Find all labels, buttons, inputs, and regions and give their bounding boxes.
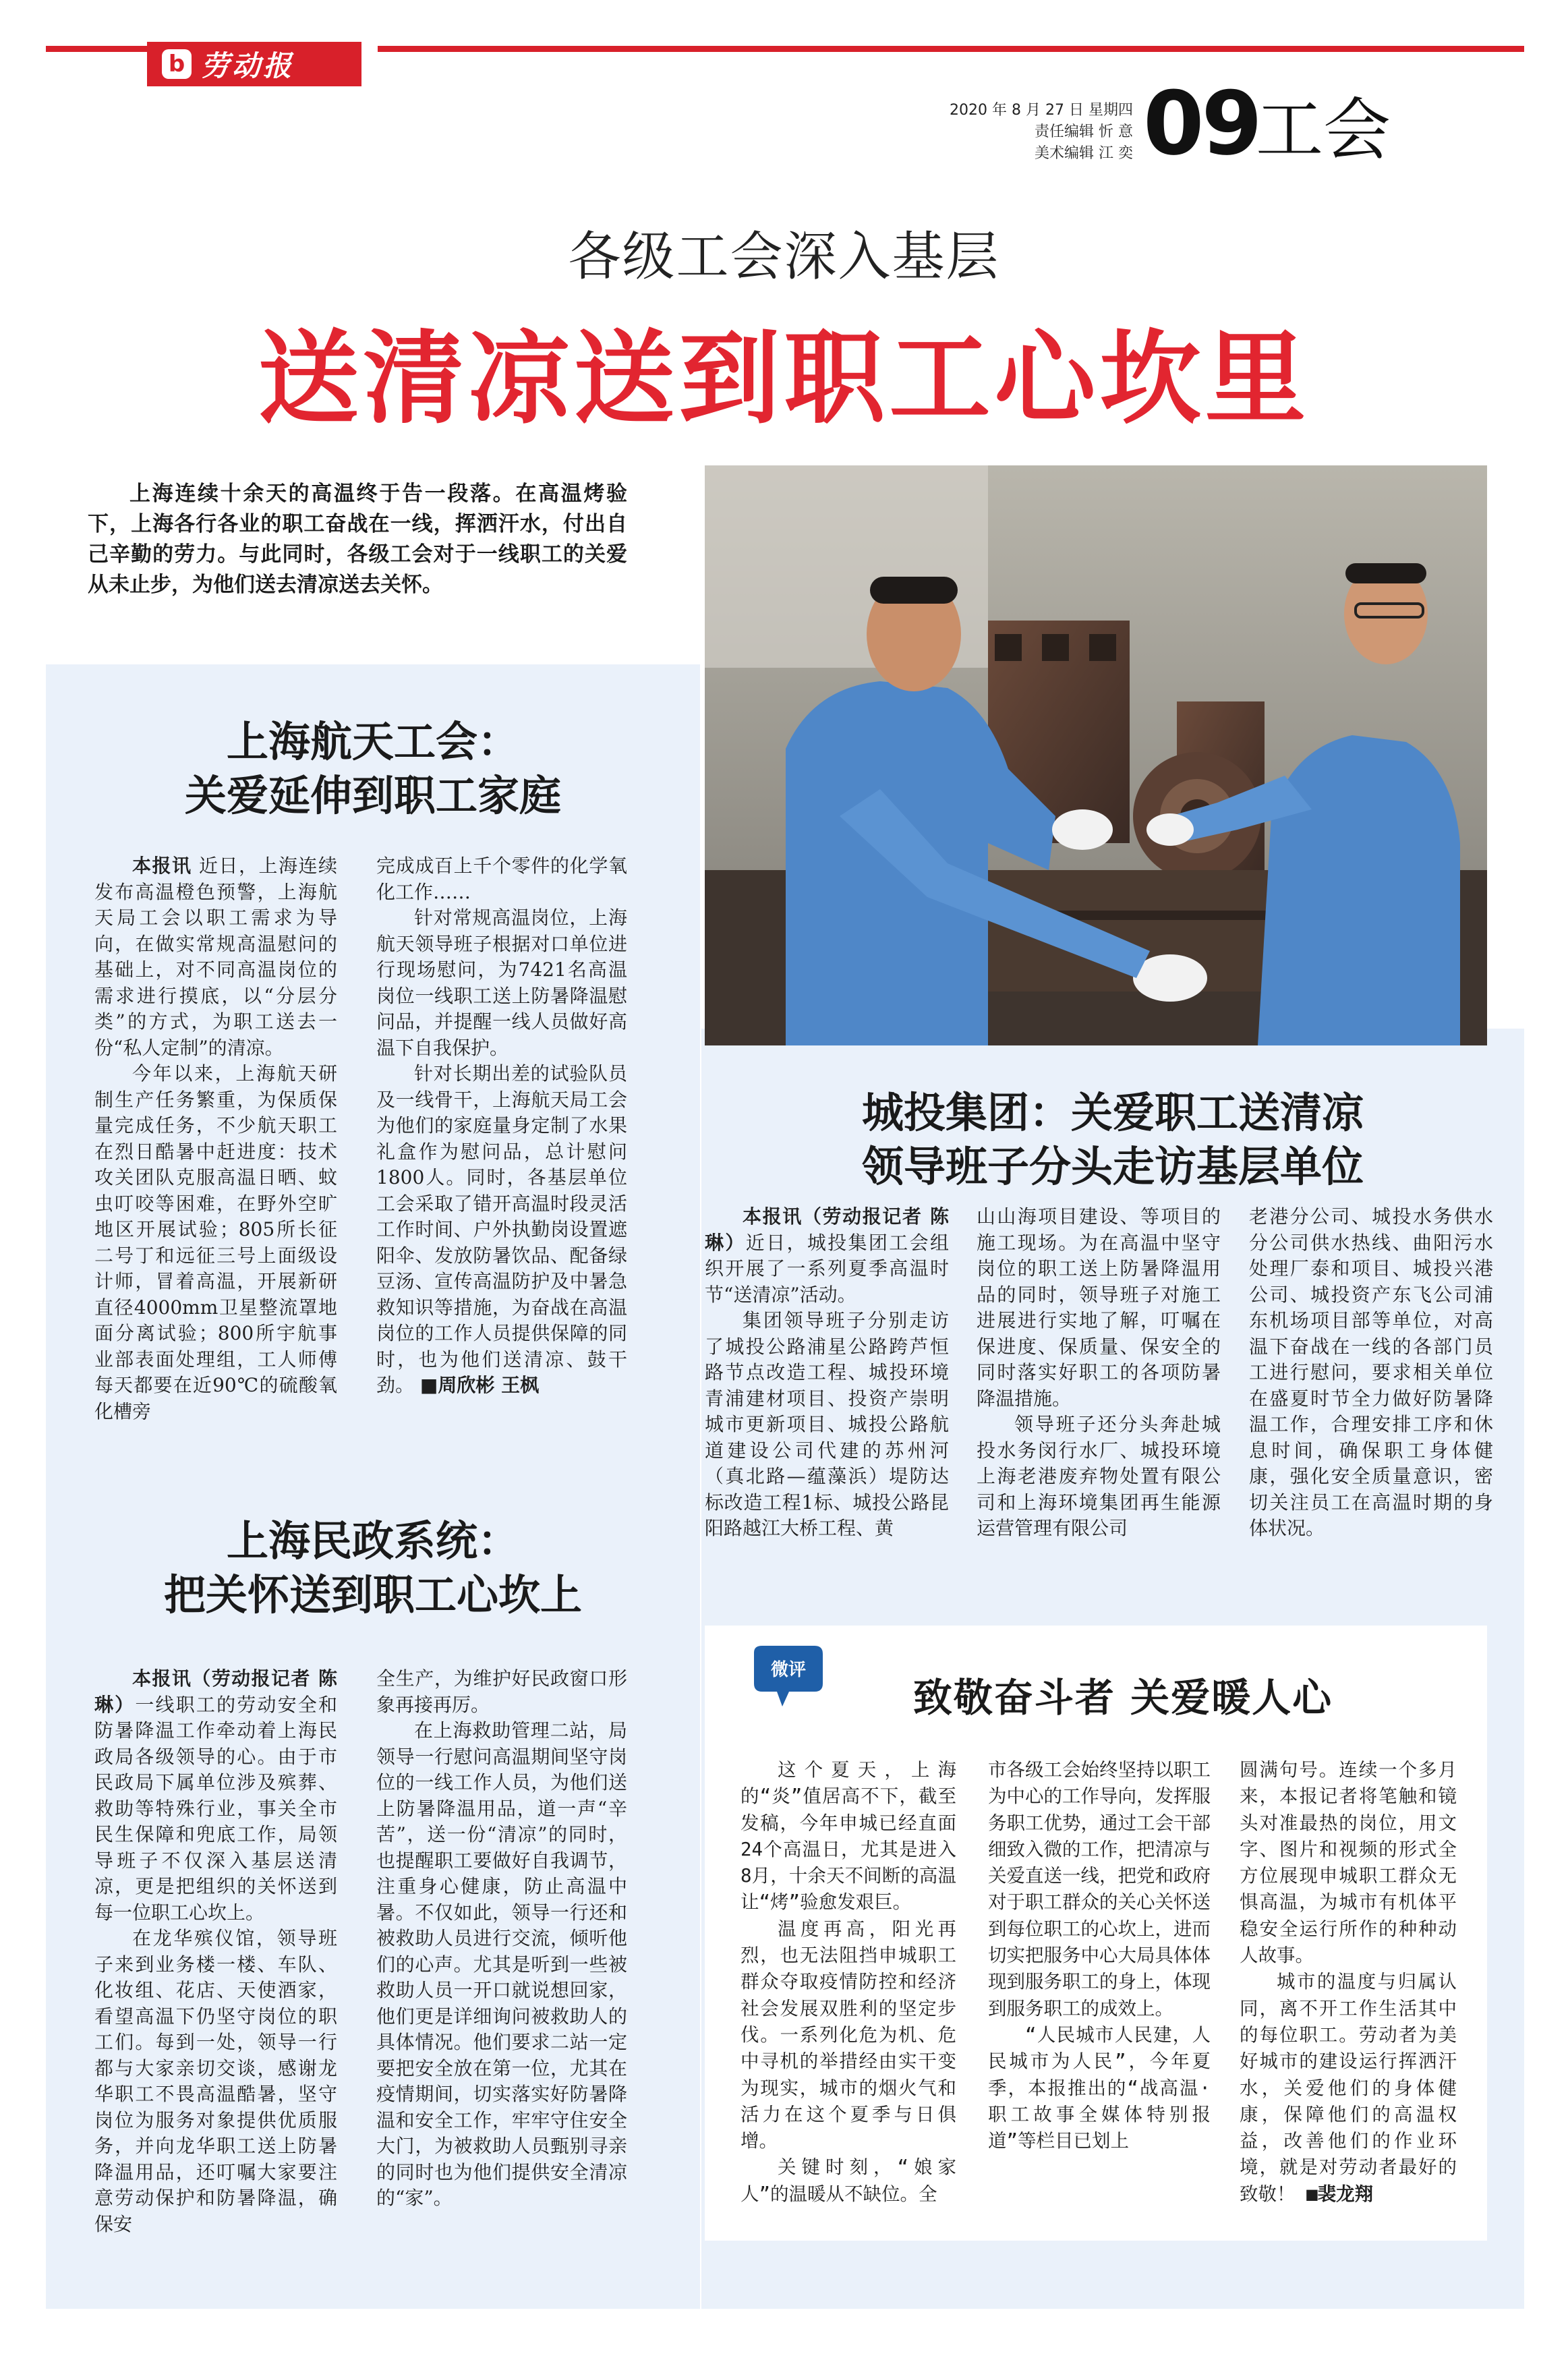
news-photo: [705, 465, 1487, 1045]
aerospace-title-line2: 关爱延伸到职工家庭: [184, 771, 561, 820]
chengtou-paragraph: 山山海项目建设、等项目的施工现场。为在高温中坚守岗位的职工送上防暑降温用品的同时，领导班子对施工进展进行实地了解，叮嘱在保进度、保质量、保安全的同时落实好职工的各项防暑降温措施。: [977, 1205, 1221, 1410]
commentary-title: 致敬奋斗者 关爱暖人心: [912, 1675, 1333, 1721]
commentary-column-2: [988, 1757, 1211, 2154]
aerospace-paragraph: 本报讯 近日，上海连续发布高温橙色预警，上海航天局工会以职工需求为导向，在做实常规高温慰问的基础上，对不同高温岗位的需求进行摸底，以“分层分类”的方式，为职工送去一份“私人定制”的清凉。: [94, 855, 337, 1059]
aerospace-paragraph: 今年以来，上海航天研制生产任务繁重，为保质保量完成任务，不少航天职工在烈日酷暑中赶进度：技术攻关团队克服高温日晒、蚊虫叮咬等困难，在野外空旷地区开展试验；805所长征二号丁和远征三号上面级设计师，冒着高温，开展新研直径4000mm卫星整流罩地面分离试验；800所宇航事业部表面处理组，工人师傅每天都要在近90℃的硫酸氧化槽旁: [94, 1062, 337, 1423]
commentary-paragraph: 圆满句号。连续一个多月来，本报记者将笔触和镜头对准最热的岗位，用文字、图片和视频的形式全方位展现申城职工群众无惧高温，为城市有机体平稳安全运行所作的种种动人故事。: [1240, 1759, 1457, 1967]
aerospace-column-2: [376, 853, 627, 1399]
commentary-signature: ■裴龙翔: [1306, 2183, 1374, 2205]
civil-affairs-article-title: [46, 1514, 700, 1622]
civil-title-line2: 把关怀送到职工心坎上: [163, 1570, 582, 1619]
commentary-column-3: [1240, 1757, 1457, 2208]
main-headline: 送清凉送到职工心坎里: [258, 319, 1310, 438]
art-editor: 美术编辑 江 奕: [1035, 145, 1133, 162]
chengtou-article-title: [701, 1086, 1524, 1194]
newspaper-name: 劳动报: [201, 49, 295, 82]
page-number: 09: [1143, 72, 1260, 175]
issue-date: 2020 年 8 月 27 日 星期四: [950, 102, 1133, 119]
dateline: 本报讯（劳动报记者 陈琳）: [705, 1205, 949, 1254]
commentary-paragraph: 关键时刻，“娘家人”的温暖从不缺位。全: [741, 2156, 956, 2205]
commentary-badge-label: 微评: [770, 1660, 807, 1680]
speech-bubble-icon: [747, 1644, 827, 1709]
responsible-editor: 责任编辑 忻 意: [1035, 123, 1133, 140]
chengtou-paragraph: 集团领导班子分别走访了城投公路浦星公路跨芦恒路节点改造工程、城投环境青浦建材项目、投资产崇明城市更新项目、城投公路航道建设公司代建的苏州河（真北路—蕴藻浜）堤防达标改造工程1标、城投公路昆阳路越江大桥工程、黄: [705, 1309, 949, 1539]
chengtou-title-line1: 城投集团：关爱职工送清凉: [861, 1088, 1364, 1137]
masthead-logo: [147, 42, 361, 86]
commentary-paragraph: “人民城市人民建，人民城市为人民”，今年夏季，本报推出的“战高温·职工故事全媒体特别报道”等栏目已划上: [988, 2023, 1211, 2152]
civil-affairs-column-1: [94, 1666, 337, 2237]
dateline: 本报讯: [132, 855, 192, 877]
commentary-paragraph: 城市的温度与归属认同，离不开工作生活其中的每位职工。劳动者为美好城市的建设运行挥洒汗水，关爱他们的身体健康，保障他们的高温权益，改善他们的作业环境，就是对劳动者最好的致敬！ ■裴龙翔: [1240, 1971, 1457, 2205]
civil-paragraph: 在龙华殡仪馆，领导班子来到业务楼一楼、车队、化妆组、花店、天使酒家，看望高温下仍坚守岗位的职工们。每到一处，领导一行都与大家亲切交谈，感谢龙华职工不畏高温酷暑，坚守岗位为服务对象提供优质服务，并向龙华职工送上防暑降温用品，还叮嘱大家要注意劳动保护和防暑降温，确保安: [94, 1927, 337, 2235]
top-rule-left: [46, 46, 147, 52]
chengtou-title-line2: 领导班子分头走访基层单位: [861, 1142, 1364, 1191]
civil-paragraph: 本报讯（劳动报记者 陈琳）一线职工的劳动安全和防暑降温工作牵动着上海民政局各级领导的心。由于市民政局下属单位涉及殡葬、救助等特殊行业，事关全市民生保障和兜底工作，局领导班子不仅深入基层送清凉，更是把组织的关怀送到每一位职工心坎上。: [94, 1667, 337, 1924]
civil-paragraph: 全生产，为维护好民政窗口形象再接再厉。: [376, 1667, 627, 1716]
commentary-badge: [747, 1644, 827, 1709]
aerospace-paragraph: 针对长期出差的试验队员及一线骨干，上海航天局工会为他们的家庭量身定制了水果礼盒作为慰问品，总计慰问1800人。同时，各基层单位工会采取了错开高温时段灵活工作时间、户外执勤岗设置遮阳伞、发放防暑饮品、配备绿豆汤、宣传高温防护及中暑急救知识等措施，为奋战在高温岗位的工作人员提供保障的同时，也为他们送清凉、鼓干劲。 ■周欣彬 王枫: [376, 1062, 627, 1396]
aerospace-paragraph: 针对常规高温岗位，上海航天领导班子根据对口单位进行现场慰问，为7421名高温岗位一线职工送上防暑降温慰问品，并提醒一线人员做好高温下自我保护。: [376, 907, 627, 1059]
main-kicker: 各级工会深入基层: [568, 227, 1000, 287]
aerospace-article-title: [46, 715, 700, 823]
aerospace-title-line1: 上海航天工会：: [226, 717, 519, 766]
aerospace-paragraph: 完成成百上千个零件的化学氧化工作……: [376, 855, 627, 903]
commentary-paragraph: 这个夏天，上海的“炎”值居高不下，截至发稿，今年申城已经直面24个高温日，尤其是进入8月，十余天不间断的高温让“烤”验愈发艰巨。: [741, 1759, 956, 1914]
chengtou-column-1: [705, 1204, 949, 1542]
aerospace-signature: ■周欣彬 王枫: [419, 1374, 540, 1396]
civil-affairs-column-2: [376, 1666, 627, 2212]
civil-title-line1: 上海民政系统：: [226, 1516, 519, 1565]
commentary-column-1: [741, 1757, 956, 2208]
newspaper-logo-icon: b: [162, 49, 192, 79]
chengtou-column-3: [1249, 1204, 1493, 1542]
dateline: 本报讯（劳动报记者 陈琳）: [94, 1667, 337, 1716]
chengtou-paragraph: 老港分公司、城投水务供水分公司供水热线、曲阳污水处理厂泰和项目、城投兴港公司、城投资产东飞公司浦东机场项目部等单位，对高温下奋战在一线的各部门员工进行慰问，要求相关单位在盛夏时节全力做好防暑降温工作，合理安排工序和休息时间，确保职工身体健康，强化安全质量意识，密切关注员工在高温时期的身体状况。: [1249, 1205, 1493, 1539]
top-rule-right: [378, 46, 1524, 52]
commentary-paragraph: 温度再高，阳光再烈，也无法阻挡申城职工群众夺取疫情防控和经济社会发展双胜利的坚定步伐。一系列化危为机、危中寻机的举措经由实干变为现实，城市的烟火气和活力在这个夏季与日俱增。: [741, 1918, 956, 2152]
commentary-paragraph: 市各级工会始终坚持以职工为中心的工作导向，发挥服务职工优势，通过工会干部细致入微的工作，把清凉与关爱直送一线，把党和政府对于职工群众的关心关怀送到每位职工的心坎上，进而切实把服务中心大局具体体现到服务职工的身上，体现到服务职工的成效上。: [988, 1759, 1211, 2019]
aerospace-column-1: [94, 853, 337, 1425]
civil-paragraph: 在上海救助管理二站，局领导一行慰问高温期间坚守岗位的一线工作人员，为他们送上防暑降温用品，道一声“辛苦”，送一份“清凉”的同时，也提醒职工要做好自我调节，注重身心健康，防止高温中暑。不仅如此，领导一行还和被救助人员进行交流，倾听他们的心声。尤其是听到一些被救助人员一开口就说想回家，他们更是详细询问被救助人的具体情况。他们要求二站一定要把安全放在第一位，尤其在疫情期间，切实落实好防暑降温和安全工作，牢牢守住安全大门，为被救助人员甄别寻亲的同时也为他们提供安全清凉的“家”。: [376, 1719, 627, 2209]
chengtou-paragraph: 领导班子还分头奔赴城投水务闵行水厂、城投环境上海老港废弃物处置有限公司和上海环境集团再生能源运营管理有限公司: [977, 1413, 1221, 1539]
section-name: 工会: [1256, 90, 1391, 169]
issue-info: [931, 100, 1133, 165]
chengtou-column-2: [977, 1204, 1221, 1542]
intro-paragraph: 上海连续十余天的高温终于告一段落。在高温烤验下，上海各行各业的职工奋战在一线，挥洒汗水，付出自己辛勤的劳力。与此同时，各级工会对于一线职工的关爱从未止步，为他们送去清凉送去关怀。: [88, 482, 627, 597]
workers-photo-illustration: [705, 465, 1487, 1045]
chengtou-paragraph: 本报讯（劳动报记者 陈琳）近日，城投集团工会组织开展了一系列夏季高温时节“送清凉”活动。: [705, 1205, 949, 1306]
